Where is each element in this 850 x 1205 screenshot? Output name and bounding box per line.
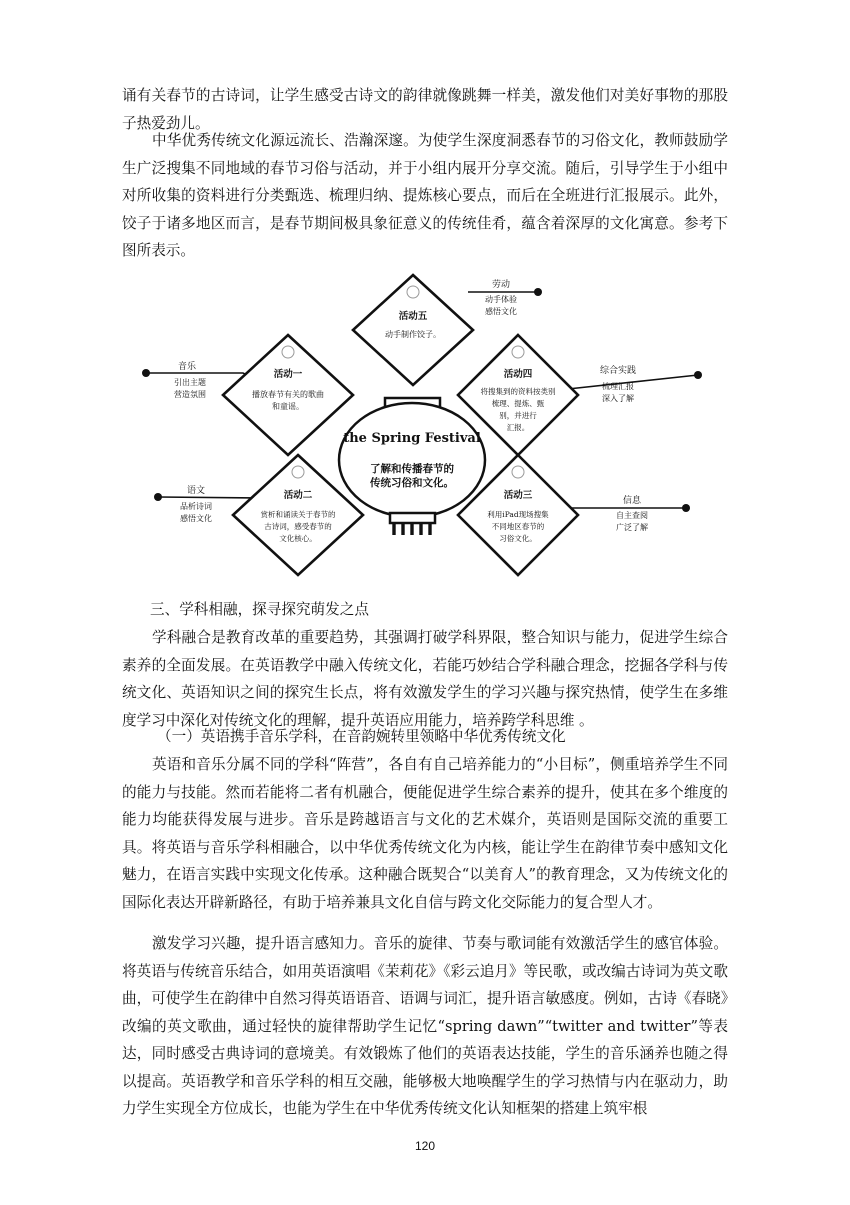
activity-3-text-2: 不同地区春节的: [491, 522, 545, 531]
chinese-line-1: 品析诗词: [180, 502, 212, 511]
dot-info: [682, 504, 690, 512]
practice-line-2: 深入了解: [602, 394, 634, 403]
dot-music: [142, 369, 150, 377]
activity-3-text-3: 习俗文化。: [499, 534, 537, 543]
activity-3-text-1: 利用iPad现场搜集: [487, 510, 549, 519]
activity-4-text-2: 梳理、提炼、甄: [491, 399, 545, 408]
info-line-2: 广泛了解: [616, 523, 648, 532]
activity-2-title: 活动二: [283, 490, 313, 501]
paragraph-5: 激发学习兴趣，提升语言感知力。音乐的旋律、节奏与歌词能有效激活学生的感官体验。将英语与传统音乐结合，如用英语演唱《茉莉花》《彩云追月》等民歌，或改编古诗词为英文歌曲，可使学生在韵律中自然习得英语语音、语调与词汇，提升语言敏感度。例如，古诗《春晓》改编的英文歌曲，通过轻快的旋律帮助学生记忆“spring dawn”“twitter and twitter”等表达，同时感受古典诗词的意境美。有效锻炼了他们的英语表达技能，学生的音乐涵养也随之得以提高。英语教学和音乐学科的相互交融，能够极大地唤醒学生的学习热情与内在驱动力，助力学生实现全方位成长，也能为学生在中华优秀传统文化认知框架的搭建上筑牢根: [122, 935, 728, 1117]
lantern: [339, 398, 485, 523]
activity-2-text-1: 赏析和诵读关于春节的: [260, 510, 336, 519]
music-line-2: 营造氛围: [174, 390, 206, 399]
center-title: the Spring Festival: [343, 431, 481, 446]
chinese-title: 语文: [186, 486, 206, 496]
activity-2-text-3: 文化核心。: [279, 534, 317, 543]
labour-title: 劳动: [491, 280, 511, 290]
paragraph-2: 中华优秀传统文化源远流长、浩瀚深邃。为使学生深度洞悉春节的习俗文化，教师鼓励学生广泛搜集不同地域的春节习俗与活动，并于小组内展开分享交流。随后，引导学生于小组中对所收集的资料进行分类甄选、梳理归纳、提炼核心要点，而后在全班进行汇报展示。此外，饺子于诸多地区而言，是春节期间极具象征意义的传统佳肴，蕴含着深厚的文化寓意。参考下图所表示。: [122, 132, 728, 259]
music-line-1: 引出主题: [174, 378, 206, 387]
page-number: 120: [414, 1139, 436, 1153]
section-heading-3: 三、学科相融，探寻探究萌发之点: [150, 601, 369, 618]
center-line-1: 了解和传播春节的: [370, 463, 454, 475]
lantern-tassels: [394, 523, 430, 535]
spring-festival-diagram: [138, 270, 713, 585]
dot-labour: [534, 288, 542, 296]
practice-title: 综合实践: [599, 366, 637, 376]
activity-1-text-1: 播放春节有关的歌曲: [252, 390, 324, 399]
activity-4-text-1: 将搜集到的资料按类别: [480, 387, 556, 396]
activity-4-title: 活动四: [503, 369, 533, 380]
center-line-2: 传统习俗和文化。: [370, 477, 454, 489]
dot-chinese: [154, 493, 162, 501]
activity-4-text-3: 别，并进行: [499, 411, 537, 420]
labour-line-1: 动手体验: [485, 295, 517, 304]
paragraph-4: 英语和音乐分属不同的学科“阵营”，各自有自己培养能力的“小目标”，侧重培养学生不同的能力与技能。然而若能将二者有机融合，便能促进学生综合素养的提升，使其在多个维度的能力均能获得发展与进步。音乐是跨越语言与文化的艺术媒介，英语则是国际交流的重要工具。将英语与音乐学科相融合，以中华优秀传统文化为内核，能让学生在韵律节奏中感知文化魅力，在语言实践中实现文化传承。这种融合既契合“以美育人”的教育理念，又为传统文化的国际化表达开辟新路径，有助于培养兼具文化自信与跨文化交际能力的复合型人才。: [122, 756, 728, 911]
info-title: 信息: [622, 496, 642, 506]
activity-1-text-2: 和童谣。: [272, 402, 304, 411]
info-line-1: 自主查阅: [616, 511, 648, 520]
dot-practice: [694, 371, 702, 379]
subsection-heading-1: （一）英语携手音乐学科，在音韵婉转里领略中华优秀传统文化: [157, 728, 566, 745]
activity-1-title: 活动一: [273, 369, 303, 380]
activity-2-text-2: 古诗词，感受春节的: [264, 522, 332, 531]
paragraph-1: 诵有关春节的古诗词，让学生感受古诗文的韵律就像跳舞一样美，激发他们对美好事物的那股子热爱劲儿。: [122, 87, 728, 132]
activity-5-text: 动手制作饺子。: [385, 330, 441, 339]
practice-line-1: 梳理汇报: [602, 382, 634, 391]
labour-line-2: 感悟文化: [485, 307, 517, 316]
connector-chinese: [158, 497, 258, 498]
activity-4-text-4: 汇报。: [506, 423, 530, 432]
chinese-line-2: 感悟文化: [180, 514, 212, 523]
activity-3-title: 活动三: [503, 490, 533, 501]
activity-5-title: 活动五: [398, 311, 428, 322]
music-title: 音乐: [177, 362, 197, 372]
paragraph-3: 学科融合是教育改革的重要趋势，其强调打破学科界限，整合知识与能力，促进学生综合素养的全面发展。在英语教学中融入传统文化，若能巧妙结合学科融合理念，挖掘各学科与传统文化、英语知识之间的探究生长点，将有效激发学生的学习兴趣与探究热情，使学生在多维度学习中深化对传统文化的理解，提升英语应用能力，培养跨学科思维 。: [122, 629, 728, 729]
